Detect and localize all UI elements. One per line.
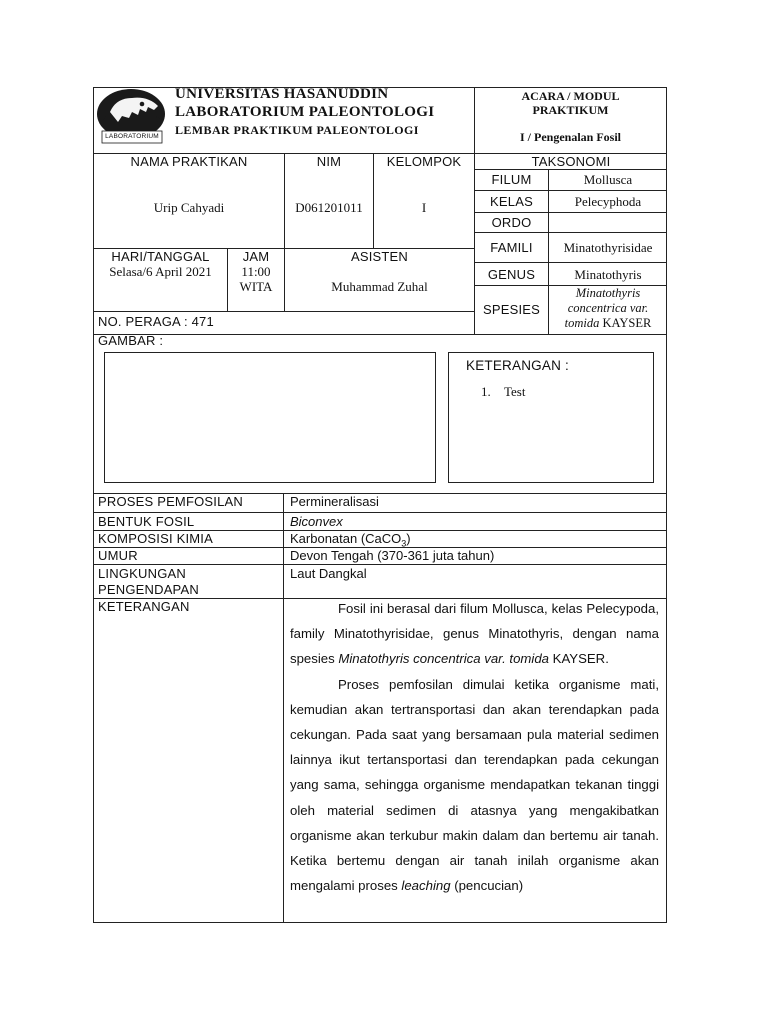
keterangan-title: KETERANGAN :	[466, 358, 569, 373]
description-text	[290, 596, 659, 898]
description-paragraph-2	[290, 672, 659, 899]
gambar-label: GAMBAR :	[98, 333, 164, 348]
image-frame	[104, 352, 436, 483]
hari-value: Selasa/6 April 2021	[109, 264, 212, 279]
komposisi-close: )	[406, 531, 411, 546]
desc-p1-text: Fosil ini berasal dari filum Mollusca, kelas Pelecypoda, family Minatothyrisidae, genus Minatothyris, dengan nama spesies	[290, 601, 659, 667]
bentuk-value: Biconvex	[290, 514, 343, 529]
umur-value: Devon Tengah (370-361 juta tahun)	[290, 548, 495, 563]
nama-label: NAMA PRAKTIKAN	[130, 154, 248, 169]
lab-logo	[96, 86, 168, 148]
kelompok-label: KELOMPOK	[386, 154, 462, 169]
keterangan-label: KETERANGAN	[98, 599, 190, 614]
bentuk-label: BENTUK FOSIL	[98, 514, 195, 529]
komposisi-label: KOMPOSISI KIMIA	[98, 531, 213, 546]
tax-line-0	[474, 169, 667, 170]
desc-p2-text: Proses pemfosilan dimulai ketika organisme mati, kemudian akan tertransportasi dan akan terendapkan pada cekungan. Pada saat yang bersamaan pula material sedimen lainnya ikut tertansportasi dan terendapkan pada cekungan yang sama, sehingga organisme mendapatkan tekanan tinggi oleh material sedimen di atasnya yang mengakibatkan organisme akan terkubur makin dalam dan bertemu air tanah. Ketika bertemu dengan air tanah inilah organisme akan mengalami proses	[290, 676, 659, 894]
lingkungan-label-1: LINGKUNGAN	[98, 566, 186, 581]
asisten-value: Muhammad Zuhal	[331, 279, 428, 294]
tax-label-kelas: KELAS	[490, 194, 533, 209]
keterangan-item-number: 1.	[481, 384, 491, 399]
proses-label: PROSES PEMFOSILAN	[98, 494, 243, 509]
keterangan-item-text: Test	[504, 384, 526, 399]
komposisi-subscript: 3	[401, 538, 407, 549]
tax-line-3	[474, 232, 667, 233]
spesies-line-1: Minatothyris	[575, 286, 641, 300]
tax-label-filum: FILUM	[491, 172, 532, 187]
jam-value-1: 11:00	[241, 264, 271, 279]
lab-name: LABORATORIUM PALEONTOLOGI	[175, 104, 435, 120]
nim-label: NIM	[316, 154, 342, 169]
tax-label-genus: GENUS	[487, 267, 536, 282]
tax-line-4	[474, 262, 667, 263]
description-paragraph-1	[290, 596, 659, 672]
tax-value-filum: Mollusca	[583, 172, 633, 187]
tax-label-spesies: SPESIES	[482, 302, 541, 317]
logo-text: LABORATORIUM	[105, 133, 159, 140]
tax-line-2	[474, 212, 667, 213]
hari-label: HARI/TANGGAL	[111, 249, 210, 264]
spesies-line-3	[549, 316, 667, 331]
lingkungan-value: Laut Dangkal	[290, 566, 367, 581]
tax-value-famili: Minatothyrisidae	[563, 240, 653, 255]
umur-label: UMUR	[98, 548, 138, 563]
prop-line-1	[93, 512, 667, 513]
kelompok-value: I	[421, 200, 427, 215]
peraga-number: NO. PERAGA : 471	[98, 314, 214, 329]
desc-p1-author: KAYSER.	[549, 651, 609, 667]
taxonomy-title: TAKSONOMI	[531, 154, 611, 169]
nama-value: Urip Cahyadi	[153, 200, 225, 215]
komposisi-value	[290, 531, 411, 549]
jam-value-2: WITA	[239, 279, 273, 294]
asisten-label: ASISTEN	[350, 249, 409, 264]
spesies-line-2: concentrica var.	[567, 301, 649, 315]
prop-col-line	[283, 493, 284, 923]
university-name: UNIVERSITAS HASANUDDIN	[175, 86, 389, 102]
tax-value-kelas: Pelecyphoda	[574, 194, 642, 209]
student-row-line-2	[93, 311, 475, 312]
desc-p2-leaching: leaching	[401, 878, 451, 894]
acara-value: I / Pengenalan Fosil	[519, 130, 621, 144]
prop-line-4	[93, 564, 667, 565]
desc-p1-species: Minatothyris concentrica var. tomida	[338, 651, 549, 667]
tax-value-spesies	[549, 286, 667, 331]
desc-p2-end: (pencucian)	[450, 878, 524, 894]
jam-label: JAM	[242, 249, 270, 264]
nim-value: D061201011	[295, 200, 363, 215]
tax-value-genus: Minatothyris	[574, 267, 642, 282]
sheet-name: LEMBAR PRAKTIKUM PALEONTOLOGI	[175, 123, 419, 137]
tax-label-ordo: ORDO	[491, 215, 532, 230]
acara-label-2: PRAKTIKUM	[532, 103, 609, 117]
spesies-epithet: tomida	[564, 316, 600, 330]
proses-value: Permineralisasi	[290, 494, 379, 509]
tax-label-famili: FAMILI	[490, 240, 533, 255]
spesies-author: KAYSER	[599, 316, 652, 330]
acara-label-1: ACARA / MODUL	[521, 89, 620, 103]
komposisi-formula: Karbonatan (CaCO	[290, 531, 402, 546]
lingkungan-label-2: PENGENDAPAN	[98, 582, 199, 597]
tax-line-1	[474, 190, 667, 191]
